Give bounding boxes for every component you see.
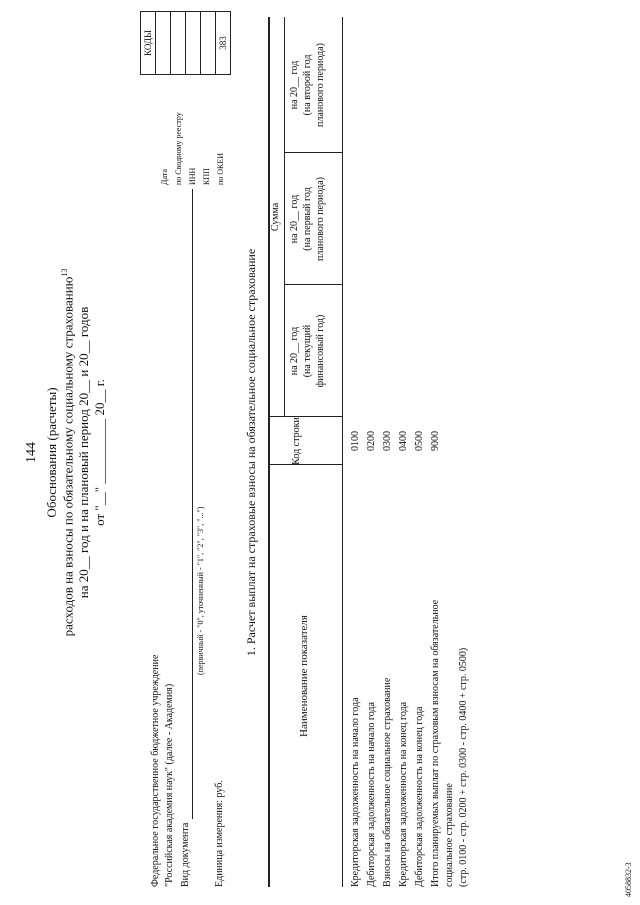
first-plan-year-line-1: на 20__ год [289,194,300,244]
code-kpp-value [200,12,215,74]
table-row-name: Дебиторская задолженность на начало года [366,702,377,887]
label-inn: ИНН [188,167,197,185]
title-line-3: на 20__ год и на плановый период 20__ и 20__ годов [76,306,91,599]
first-plan-year-line-3: планового периода) [315,177,326,261]
current-year-line-2: (на текущий [302,324,313,378]
table-row-name: Дебиторская задолженность на конец года [414,706,425,887]
document-type-underline [192,189,193,819]
table-sum-subheader-line [284,17,285,417]
column-header-row-code: Код строки [291,417,302,465]
code-registry-value [170,12,185,74]
table-row-code: 0300 [382,431,393,451]
table-row-code: 0500 [414,431,425,451]
title-line-4: от "__" __________ 20__ г. [92,379,107,526]
org-line-2: "Российская академия наук" (далее - Академия) [164,683,175,887]
column-header-first-plan-year [288,153,327,285]
second-plan-year-line-3: планового периода) [315,43,326,127]
column-header-indicator: Наименование показателя [298,615,310,737]
label-date: Дата [160,169,169,185]
current-year-line-1: на 20__ год [289,326,300,376]
codes-box [140,11,231,75]
table-row-name: Итого планируемых выплат по страховым взносам на обязательное [430,599,441,887]
current-year-line-3: финансовый год) [315,314,326,388]
second-plan-year-line-1: на 20__ год [289,60,300,110]
codes-header: КОДЫ [143,30,153,56]
table-row-code: 9000 [430,431,441,451]
label-okei: по ОКЕИ [216,152,225,185]
column-header-current-year [288,285,327,417]
document-type-hint: (первичный - "0", уточненный - "1", "2", "3", "...") [196,506,205,675]
table-row-code: 0400 [398,431,409,451]
unit-of-measure: Единица измерения: руб. [214,780,225,887]
table-row-name: Кредиторская задолженность на начало года [350,697,361,887]
title-line-1: Обоснования (расчеты) [44,387,59,518]
column-header-sum: Сумма [270,202,281,232]
table-row-name: Кредиторская задолженность на конец года [398,701,409,887]
table-row-formula: (стр. 0100 - стр. 0200 + стр. 0300 - стр. 0400 + стр. 0500) [458,647,469,887]
column-header-second-plan-year [288,17,327,153]
table-header-bottom-border [342,17,343,887]
second-plan-year-line-2: (на второй год [302,54,313,116]
title-line-2: расходов на взносы по обязательному социальному страхованию$^{13}$ [60,268,76,637]
table-row-name-continued: социальное страхование [444,783,455,887]
print-code: 4058832-3 [624,862,633,897]
code-inn-value [185,12,200,74]
code-okei-value: 383 [215,12,230,74]
first-plan-year-line-2: (на первый год [302,187,313,251]
page-number: 144 [24,442,39,463]
label-kpp: КПП [202,168,211,185]
label-consolidated-registry: по Сводному реестру [174,112,183,185]
table-row-code: 0100 [350,431,361,451]
table-row-code: 0200 [366,431,377,451]
code-date-value [155,12,170,74]
footnote-mark: 13 [60,268,69,277]
org-line-1: Федеральное государственное бюджетное учреждение [150,654,161,887]
document-type-label: Вид документа [180,822,191,887]
section-title: 1. Расчет выплат на страховые взносы на обязательное социальное страхование [244,248,258,657]
table-row-name: Взносы на обязательное социальное страхование [382,677,393,887]
